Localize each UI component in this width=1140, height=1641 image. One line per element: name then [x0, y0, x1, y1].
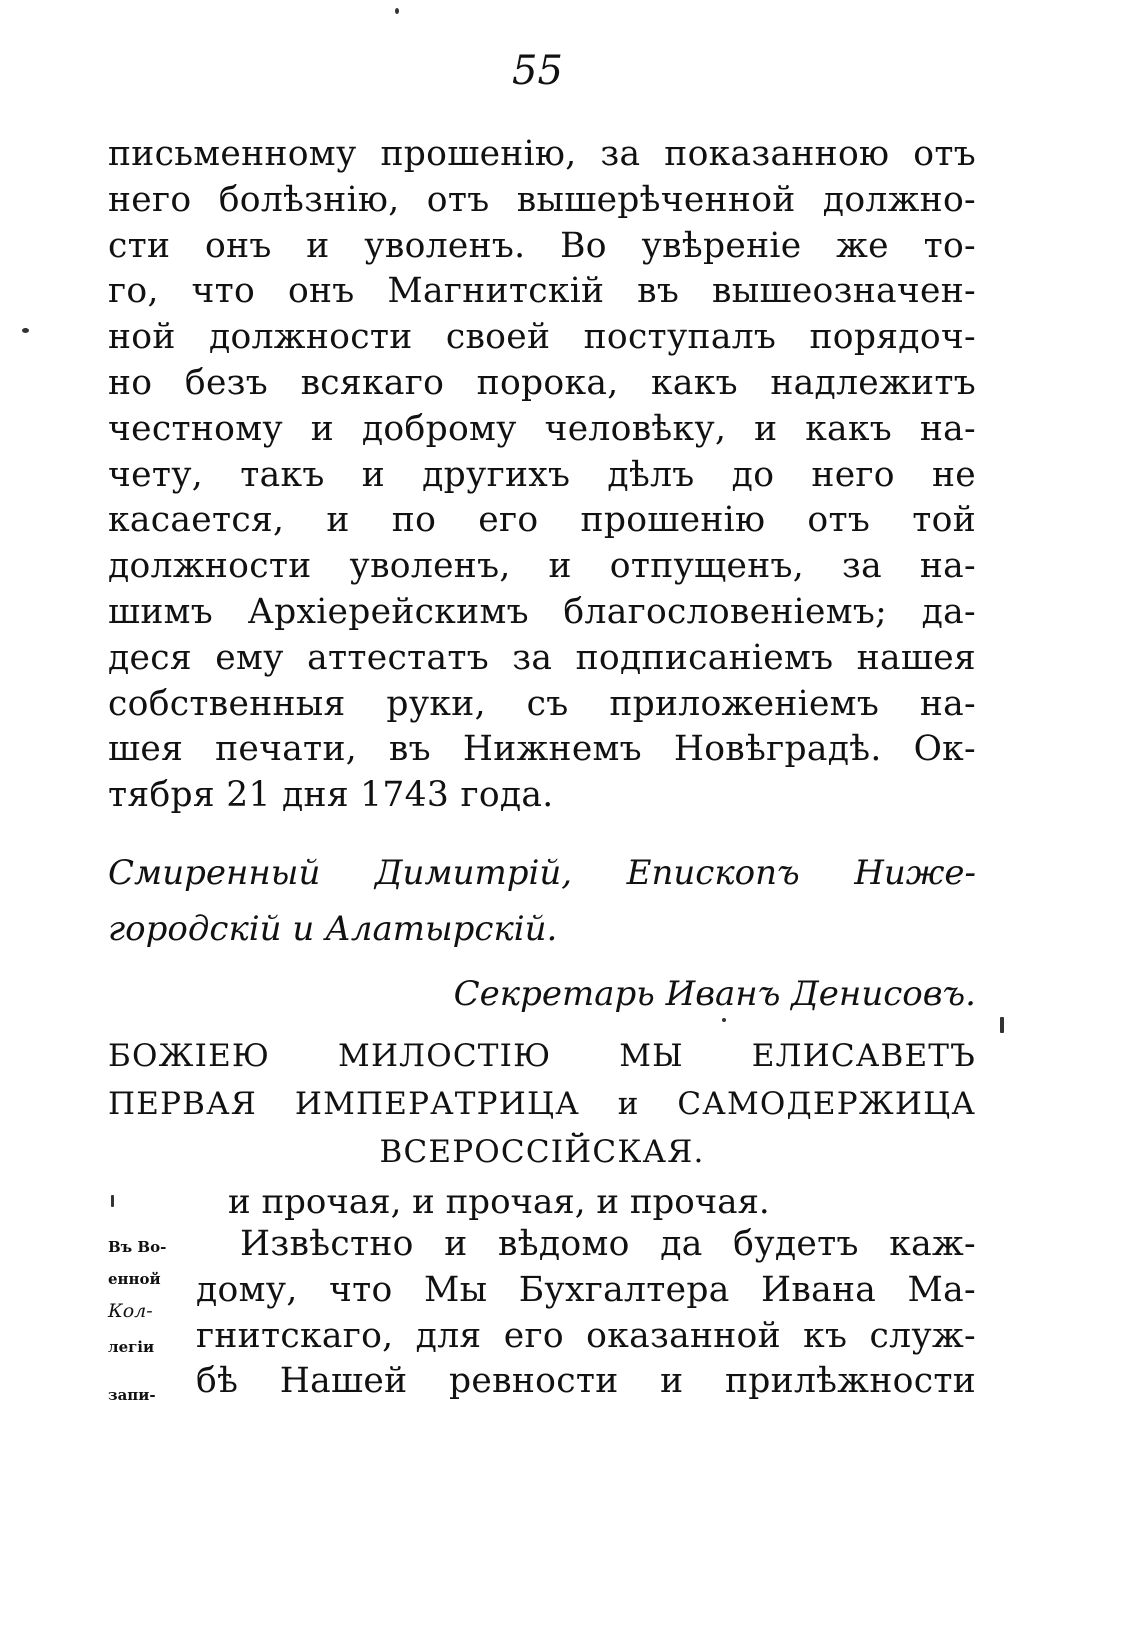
- decree-line: гнитскаго, для его оказанной къ служ-: [196, 1315, 976, 1356]
- decree-heading: [108, 1032, 976, 1176]
- paragraph-line: тября 21 дня 1743 года.: [108, 775, 554, 816]
- paragraph-line: чету, такъ и другихъ дѣлъ до него не: [108, 454, 976, 495]
- paragraph-line: письменному прошенію, за показанною отъ: [108, 134, 976, 174]
- main-paragraph: [108, 132, 976, 819]
- paragraph-line: го, что онъ Магнитскій въ вышеозначен-: [108, 271, 976, 312]
- paragraph-line: должности уволенъ, и отпущенъ, за на-: [108, 546, 976, 587]
- ink-speck: [22, 328, 29, 333]
- heading-line: ВСЕРОССІЙСКАЯ.: [379, 1134, 705, 1170]
- decree-text: [196, 1222, 976, 1405]
- margin-note-line: енной: [108, 1270, 161, 1288]
- decree-line: дому, что Мы Бухгалтера Ивана Ма-: [196, 1269, 976, 1310]
- paragraph-line: честному и доброму человѣку, и какъ на-: [108, 408, 976, 449]
- margin-note-line: Въ Во-: [108, 1238, 167, 1256]
- decree-subheading: и прочая, и прочая, и прочая.: [228, 1182, 770, 1222]
- paragraph-line: касается, и по его прошенію отъ той: [108, 500, 976, 541]
- ink-speck: [395, 8, 399, 14]
- ink-speck: [111, 1195, 114, 1207]
- paragraph-line: сти онъ и уволенъ. Во увѣреніе же то-: [108, 225, 976, 266]
- margin-note: [108, 1224, 188, 1418]
- margin-note-line: Кол-: [108, 1300, 153, 1322]
- paragraph-line: деся ему аттестатъ за подписаніемъ нашея: [108, 637, 976, 678]
- heading-line: ПЕРВАЯ ИМПЕРАТРИЦА и САМОДЕРЖИЦА: [108, 1086, 976, 1122]
- paragraph-line: шея печати, въ Нижнемъ Новѣградѣ. Ок-: [108, 729, 976, 770]
- paragraph-line: ной должности своей поступалъ порядоч-: [108, 317, 976, 358]
- decree-line: Извѣстно и вѣдомо да будетъ каж-: [240, 1224, 976, 1264]
- paragraph-line: шимъ Архіерейскимъ благословеніемъ; да-: [108, 591, 976, 632]
- decree-line: бѣ Нашей ревности и прилѣжности: [196, 1361, 976, 1402]
- signature-line: Смиренный Димитрій, Епископъ Ниже-: [108, 853, 976, 893]
- secretary-signature: Секретарь Иванъ Денисовъ.: [453, 974, 976, 1014]
- margin-note-line: легіи: [108, 1338, 155, 1356]
- page-number: 55: [512, 48, 563, 94]
- ink-speck: [1000, 1017, 1004, 1033]
- heading-line: БОЖІЕЮ МИЛОСТІЮ МЫ ЕЛИСАВЕТЪ: [108, 1038, 976, 1074]
- ink-speck: [722, 1018, 726, 1022]
- paragraph-line: но безъ всякаго порока, какъ надлежитъ: [108, 362, 976, 403]
- margin-note-line: запи-: [108, 1386, 156, 1404]
- paragraph-line: собственныя руки, съ приложеніемъ на-: [108, 683, 976, 724]
- bishop-signature: [108, 845, 976, 957]
- paragraph-line: него болѣзнію, отъ вышерѣченной должно-: [108, 179, 976, 220]
- signature-line: городскій и Алатырскій.: [108, 909, 558, 949]
